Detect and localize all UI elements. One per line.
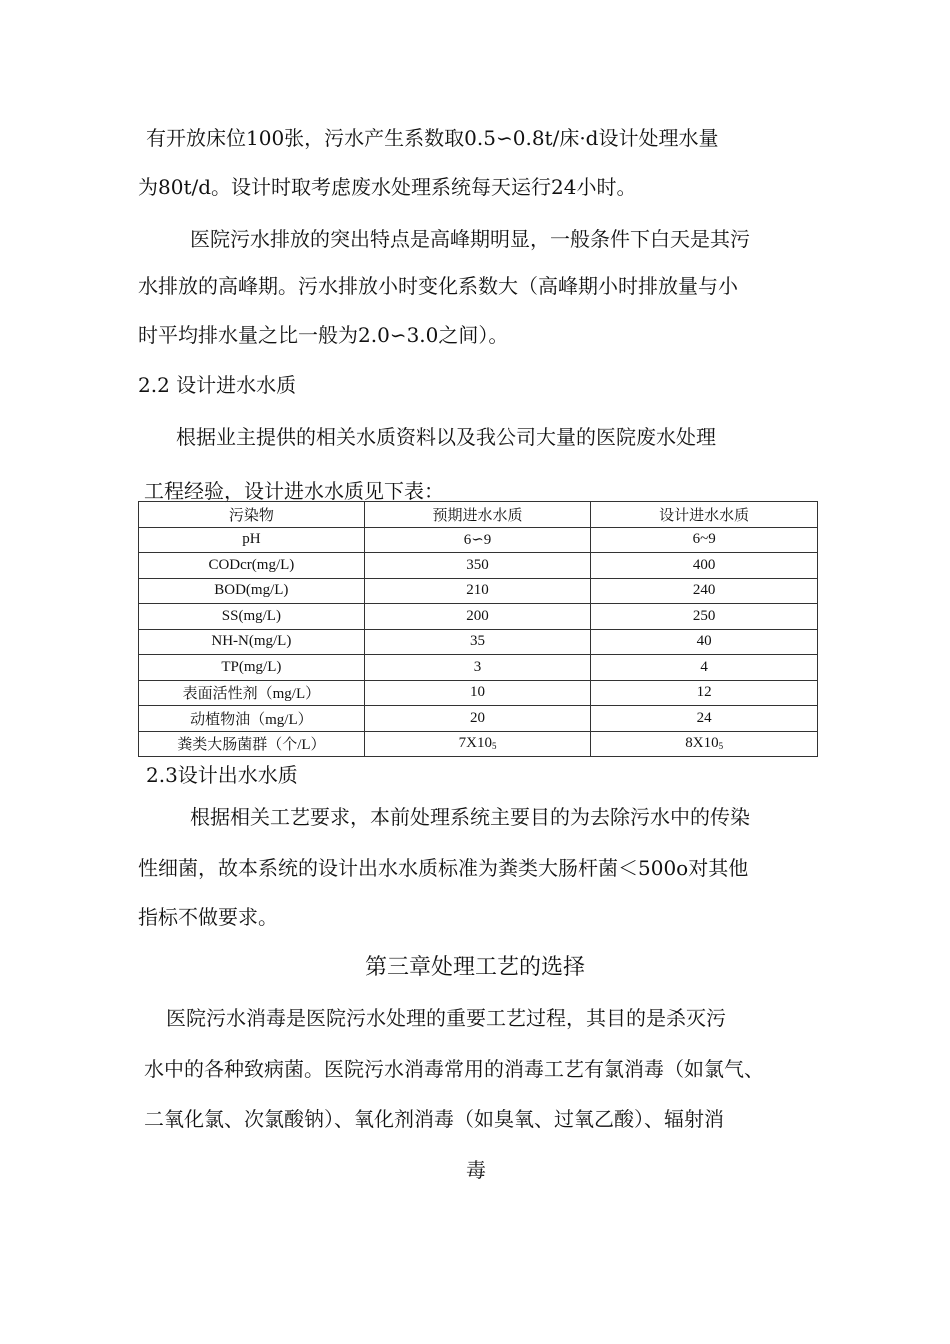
header-expected-inflow: 预期进水水质 — [364, 502, 591, 528]
section-2-3-line1: 根据相关工艺要求，本前处理系统主要目的为去除污水中的传染 — [190, 805, 750, 829]
cell-pollutant: 动植物油（mg/L） — [139, 706, 365, 732]
cell-pollutant: SS(mg/L) — [139, 604, 365, 630]
header-pollutant: 污染物 — [139, 502, 365, 528]
expected-exponent: 5 — [491, 741, 497, 752]
chapter-3-line3: 二氧化氯、次氯酸钠）、氧化剂消毒（如臭氧、过氧乙酸）、辐射消 — [144, 1107, 724, 1131]
table-row — [139, 629, 818, 655]
cell-expected: 350 — [364, 553, 591, 579]
cell-pollutant: CODcr(mg/L) — [139, 553, 365, 579]
section-2-2-line2: 工程经验，设计进水水质见下表： — [144, 479, 444, 503]
table-row — [139, 578, 818, 604]
table-header-row — [139, 502, 818, 528]
cell-expected: 10 — [364, 680, 591, 706]
section-2-3-heading: 2.3设计出水水质 — [146, 763, 298, 787]
table-row — [139, 604, 818, 630]
cell-design: 240 — [591, 578, 818, 604]
table-row — [139, 731, 818, 757]
cell-design: 4 — [591, 655, 818, 681]
cell-design: 40 — [591, 629, 818, 655]
cell-pollutant: 粪类大肠菌群（个/L） — [139, 731, 365, 757]
para1-line1: 有开放床位100张，污水产生系数取0.5∽0.8t/床·d设计处理水量 — [146, 126, 719, 150]
cell-pollutant: pH — [139, 527, 365, 553]
design-base: 8X10 — [685, 735, 719, 752]
cell-expected: 3 — [364, 655, 591, 681]
table-row — [139, 680, 818, 706]
cell-pollutant: NH-N(mg/L) — [139, 629, 365, 655]
para2-line3: 时平均排水量之比一般为2.0∽3.0之间）。 — [138, 323, 509, 347]
cell-design: 24 — [591, 706, 818, 732]
cell-expected: 35 — [364, 629, 591, 655]
table-row — [139, 527, 818, 553]
cell-pollutant: TP(mg/L) — [139, 655, 365, 681]
table-row — [139, 706, 818, 732]
section-2-3-line3: 指标不做要求。 — [138, 905, 278, 929]
expected-base: 7X10 — [458, 735, 492, 752]
chapter-3-line4: 毒 — [466, 1158, 486, 1182]
design-exponent: 5 — [718, 741, 724, 752]
cell-pollutant: 表面活性剂（mg/L） — [139, 680, 365, 706]
cell-design — [591, 731, 818, 757]
para2-line1: 医院污水排放的突出特点是高峰期明显，一般条件下白天是其污 — [190, 227, 750, 251]
water-quality-table — [138, 501, 818, 757]
chapter-3-line2: 水中的各种致病菌。医院污水消毒常用的消毒工艺有氯消毒（如氯气、 — [144, 1057, 764, 1081]
section-2-3-line2: 性细菌，故本系统的设计出水水质标准为粪类大肠杆菌＜500o对其他 — [138, 856, 749, 880]
table-row — [139, 655, 818, 681]
cell-expected: 210 — [364, 578, 591, 604]
section-2-2-heading: 2.2 设计进水水质 — [138, 373, 297, 397]
cell-pollutant: BOD(mg/L) — [139, 578, 365, 604]
para2-line2: 水排放的高峰期。污水排放小时变化系数大（高峰期小时排放量与小 — [138, 274, 738, 298]
chapter-3-title: 第三章处理工艺的选择 — [364, 955, 585, 980]
cell-expected: 6∽9 — [364, 527, 591, 553]
header-design-inflow: 设计进水水质 — [591, 502, 818, 528]
chapter-3-line1: 医院污水消毒是医院污水处理的重要工艺过程，其目的是杀灭污 — [166, 1006, 726, 1030]
cell-expected: 200 — [364, 604, 591, 630]
cell-expected: 20 — [364, 706, 591, 732]
cell-design: 400 — [591, 553, 818, 579]
cell-expected — [364, 731, 591, 757]
para1-line2: 为80t/d。设计时取考虑废水处理系统每天运行24小时。 — [138, 175, 637, 199]
section-2-2-line1: 根据业主提供的相关水质资料以及我公司大量的医院废水处理 — [176, 425, 716, 449]
table-row — [139, 553, 818, 579]
cell-design: 6~9 — [591, 527, 818, 553]
cell-design: 250 — [591, 604, 818, 630]
cell-design: 12 — [591, 680, 818, 706]
